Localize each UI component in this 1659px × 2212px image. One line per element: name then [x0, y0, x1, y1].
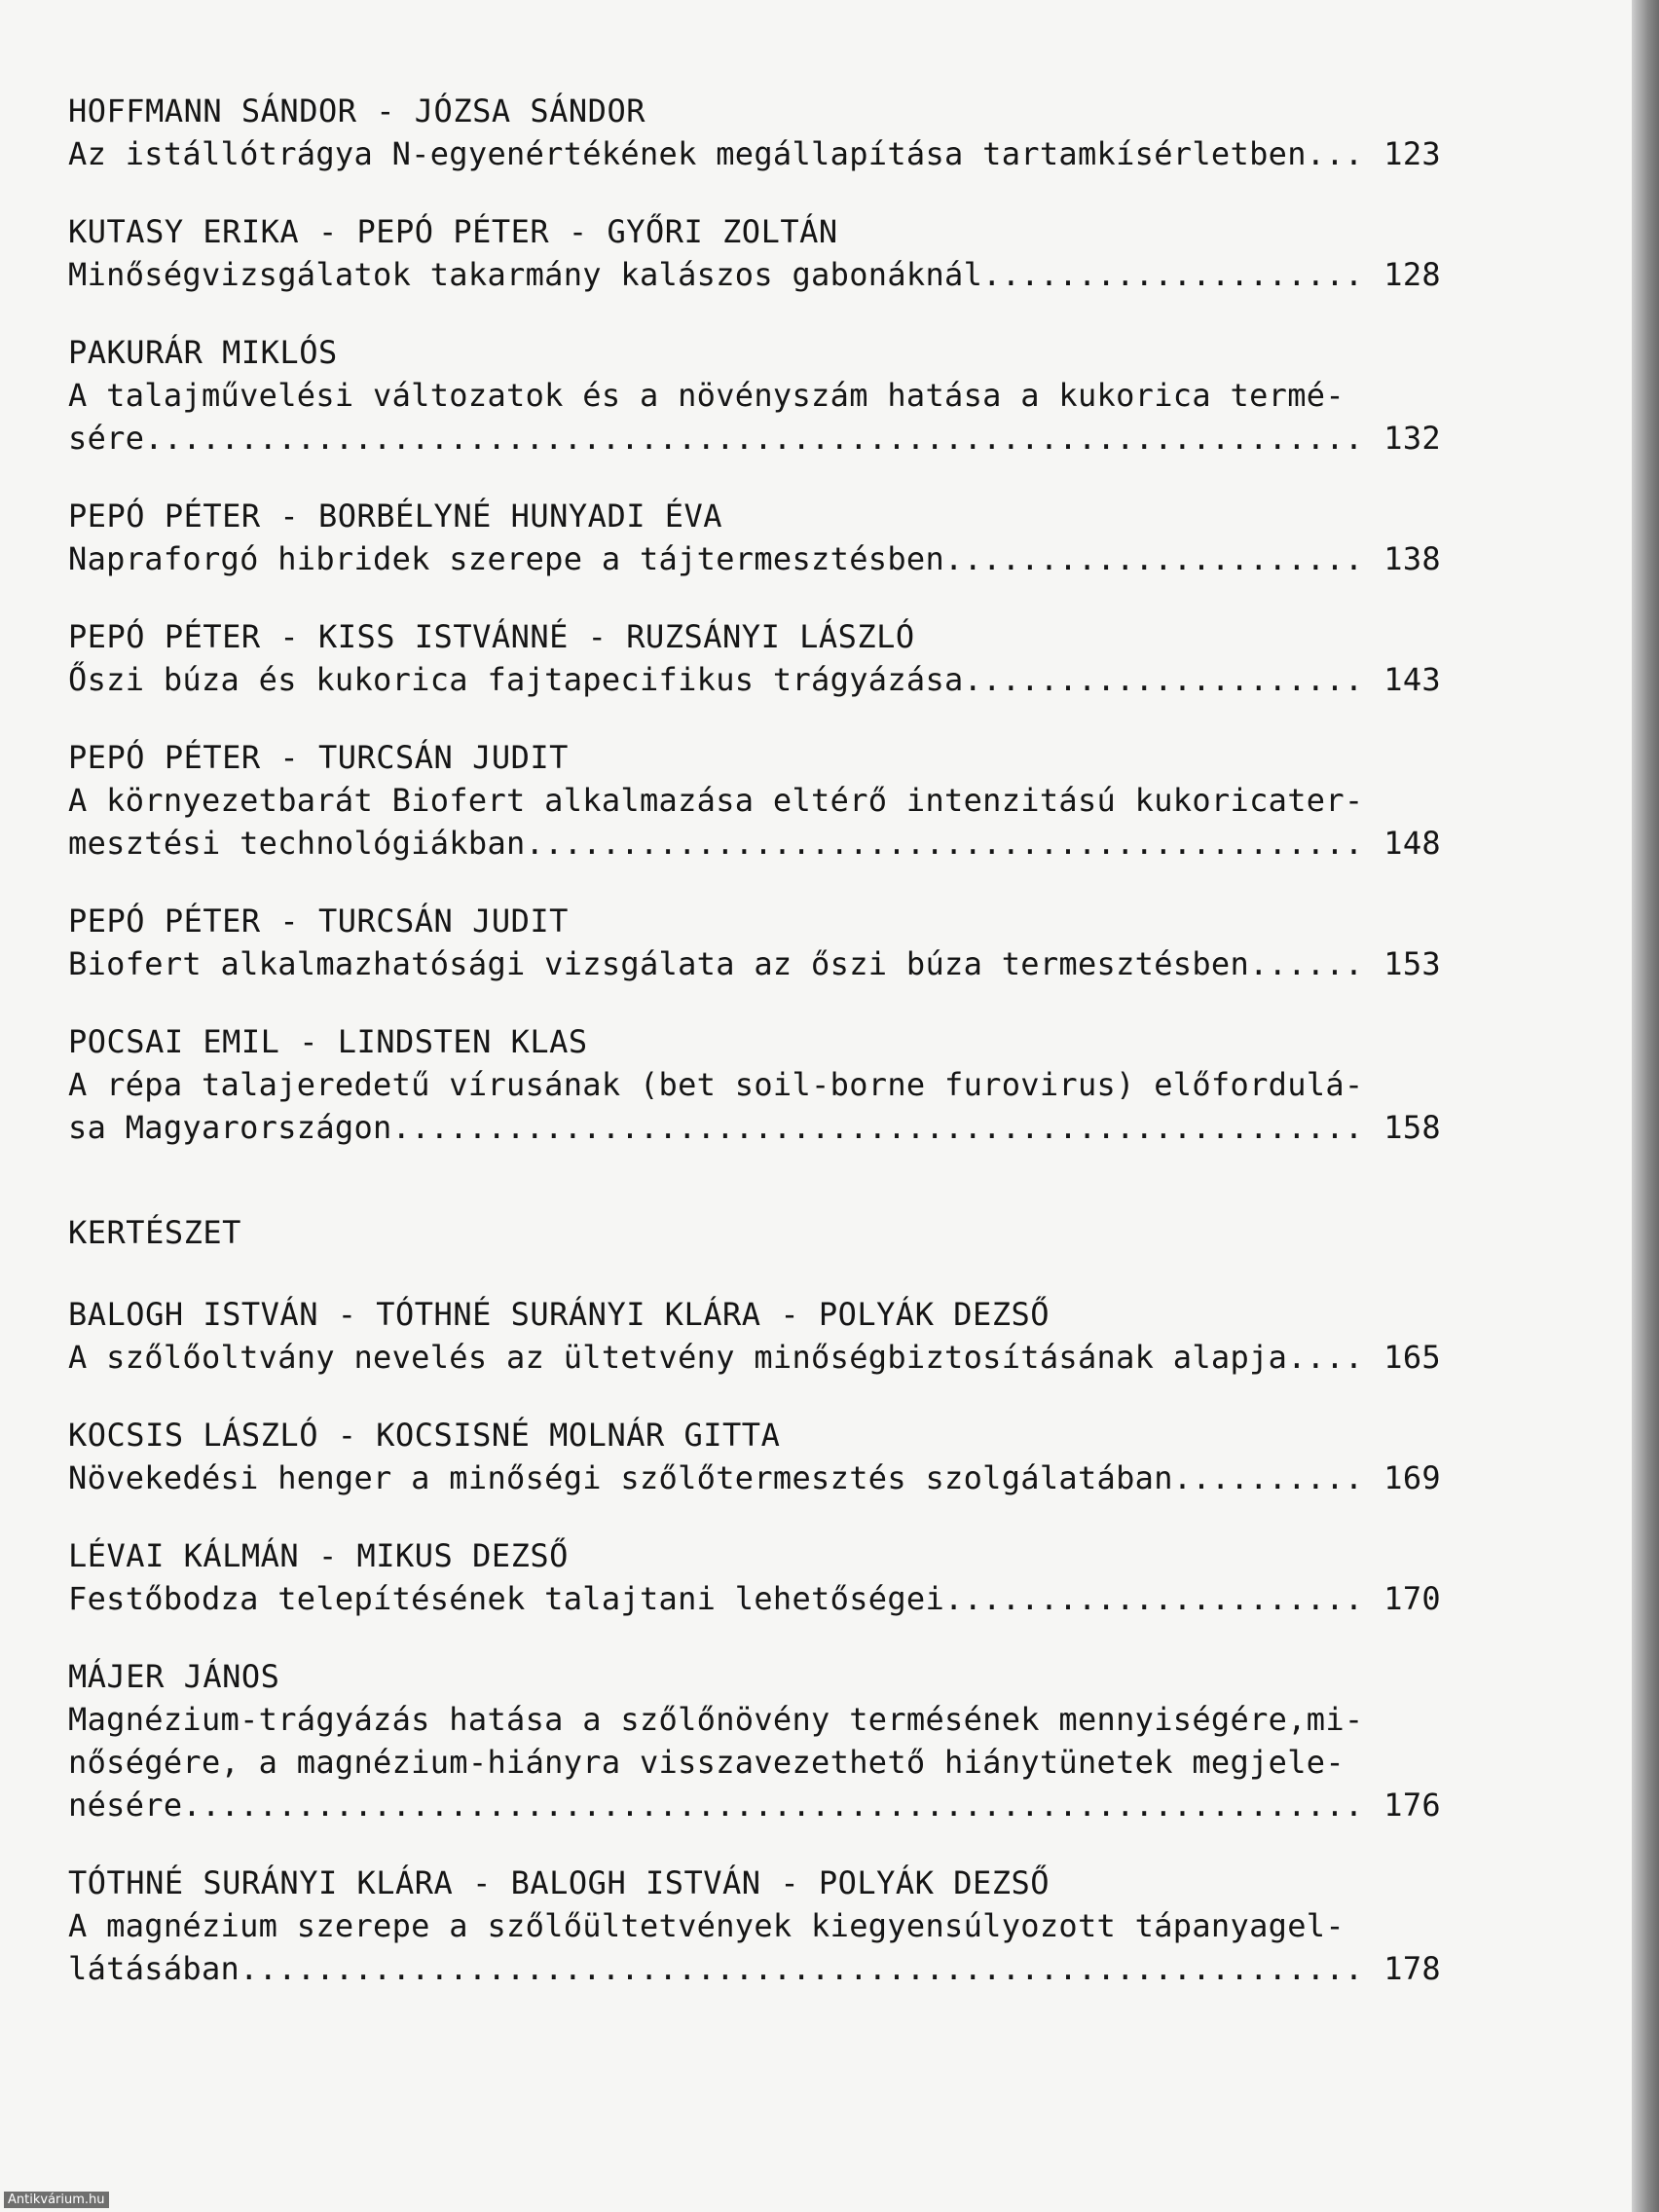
entry-title-final-line — [68, 1577, 1441, 1620]
toc-entry — [68, 495, 1441, 580]
entry-title-final-line — [68, 1336, 1441, 1379]
page-number: 128 — [1383, 256, 1441, 293]
page-number: 138 — [1383, 540, 1441, 577]
dot-leader — [1249, 942, 1361, 985]
entry-title-final-line — [68, 1106, 1441, 1149]
entry-title-final-line — [68, 658, 1441, 701]
entry-title-line: nőségére, a magnézium-hiányra visszavezethető hiánytünetek megjele- — [68, 1744, 1345, 1781]
dot-leader — [1173, 1456, 1361, 1499]
toc-entry — [68, 1534, 1441, 1620]
entry-authors: KUTASY ERIKA - PEPÓ PÉTER - GYŐRI ZOLTÁN — [68, 213, 838, 250]
entry-title-final-line — [68, 417, 1441, 460]
entry-authors: POCSAI EMIL - LINDSTEN KLAS — [68, 1023, 588, 1060]
entry-title-final-line — [68, 1947, 1441, 1990]
dot-leader — [182, 1784, 1361, 1826]
toc-entry — [68, 1655, 1441, 1826]
entry-title-text: Napraforgó hibridek szerepe a tájtermesztésben — [68, 540, 945, 577]
entry-title-text: látásában — [68, 1950, 240, 1987]
entry-title-line: A talajművelési változatok és a növényszám hatása a kukorica termé- — [68, 377, 1345, 414]
page-number: 165 — [1383, 1339, 1441, 1376]
dot-leader — [964, 658, 1361, 701]
toc-entry — [68, 900, 1441, 985]
entry-authors: PAKURÁR MIKLÓS — [68, 334, 338, 371]
entry-authors: BALOGH ISTVÁN - TÓTHNÉ SURÁNYI KLÁRA - POLYÁK DEZSŐ — [68, 1296, 1051, 1333]
entry-title-final-line — [68, 1784, 1441, 1826]
entry-title-text: Minőségvizsgálatok takarmány kalászos gabonáknál — [68, 256, 983, 293]
page-number: 148 — [1383, 825, 1441, 862]
entry-authors: PEPÓ PÉTER - TURCSÁN JUDIT — [68, 903, 569, 940]
entry-authors: PEPÓ PÉTER - TURCSÁN JUDIT — [68, 739, 569, 776]
entry-title-final-line — [68, 822, 1441, 865]
toc-entry — [68, 90, 1441, 175]
entry-title-text: Festőbodza telepítésének talajtani lehetőségei — [68, 1580, 945, 1617]
entry-title-line: Magnézium-trágyázás hatása a szőlőnövény termésének mennyiségére,mi- — [68, 1701, 1364, 1738]
entry-authors: TÓTHNÉ SURÁNYI KLÁRA - BALOGH ISTVÁN - POLYÁK DEZSŐ — [68, 1864, 1051, 1901]
dot-leader — [944, 1577, 1361, 1620]
entry-title-text: nésére — [68, 1787, 183, 1824]
entry-title-final-line — [68, 537, 1441, 580]
entry-title-text: Az istállótrágya N-egyenértékének megállapítása tartamkísérletben — [68, 135, 1307, 172]
entry-title-text: sére — [68, 420, 145, 457]
page-number: 123 — [1383, 135, 1441, 172]
entry-title-final-line — [68, 132, 1441, 175]
entry-authors: HOFFMANN SÁNDOR - JÓZSA SÁNDOR — [68, 92, 645, 129]
toc-entry — [68, 1862, 1441, 1990]
dot-leader — [526, 822, 1361, 865]
toc-entry — [68, 615, 1441, 701]
entry-authors: MÁJER JÁNOS — [68, 1658, 280, 1695]
entry-title-text: mesztési technológiákban — [68, 825, 526, 862]
table-of-contents — [68, 90, 1441, 2025]
entry-title-final-line — [68, 253, 1441, 296]
toc-group-horticulture — [68, 1293, 1441, 1990]
dot-leader — [944, 537, 1361, 580]
dot-leader — [1307, 132, 1361, 175]
entry-title-text: Növekedési henger a minőségi szőlőtermesztés szolgálatában — [68, 1459, 1173, 1496]
toc-entry — [68, 1414, 1441, 1499]
entry-authors: KOCSIS LÁSZLÓ - KOCSISNÉ MOLNÁR GITTA — [68, 1417, 781, 1454]
watermark: Antikvárium.hu — [4, 2192, 109, 2208]
entry-authors: PEPÓ PÉTER - BORBÉLYNÉ HUNYADI ÉVA — [68, 498, 723, 535]
dot-leader — [144, 417, 1361, 460]
dot-leader — [240, 1947, 1361, 1990]
toc-entry — [68, 210, 1441, 296]
page-number: 170 — [1383, 1580, 1441, 1617]
toc-group-main — [68, 90, 1441, 1149]
entry-title-text: A szőlőoltvány nevelés az ültetvény minőségbiztosításának alapja — [68, 1339, 1288, 1376]
toc-entry — [68, 736, 1441, 865]
dot-leader — [982, 253, 1361, 296]
dot-leader — [1287, 1336, 1361, 1379]
entry-title-line: A környezetbarát Biofert alkalmazása eltérő intenzitású kukoricater- — [68, 782, 1364, 819]
entry-title-line: A répa talajeredetű vírusának (bet soil-borne furovirus) előfordulá- — [68, 1066, 1364, 1103]
page-number: 153 — [1383, 945, 1441, 982]
dot-leader — [392, 1106, 1361, 1149]
entry-title-final-line — [68, 942, 1441, 985]
page-number: 169 — [1383, 1459, 1441, 1496]
entry-title-text: Biofert alkalmazhatósági vizsgálata az őszi búza termesztésben — [68, 945, 1250, 982]
page-number: 158 — [1383, 1109, 1441, 1146]
page-number: 132 — [1383, 420, 1441, 457]
entry-title-text: Őszi búza és kukorica fajtapecifikus trágyázása — [68, 661, 964, 698]
entry-authors: PEPÓ PÉTER - KISS ISTVÁNNÉ - RUZSÁNYI LÁSZLÓ — [68, 618, 915, 655]
entry-title-text: sa Magyarországon — [68, 1109, 392, 1146]
entry-authors: LÉVAI KÁLMÁN - MIKUS DEZSŐ — [68, 1537, 569, 1574]
toc-entry — [68, 1293, 1441, 1379]
entry-title-line: A magnézium szerepe a szőlőültetvények kiegyensúlyozott tápanyagel- — [68, 1907, 1345, 1944]
entry-title-final-line — [68, 1456, 1441, 1499]
page-number: 178 — [1383, 1950, 1441, 1987]
toc-entry — [68, 1020, 1441, 1149]
page-number: 143 — [1383, 661, 1441, 698]
toc-entry — [68, 331, 1441, 460]
page-number: 176 — [1383, 1787, 1441, 1824]
section-heading: KERTÉSZET — [68, 1214, 241, 1251]
